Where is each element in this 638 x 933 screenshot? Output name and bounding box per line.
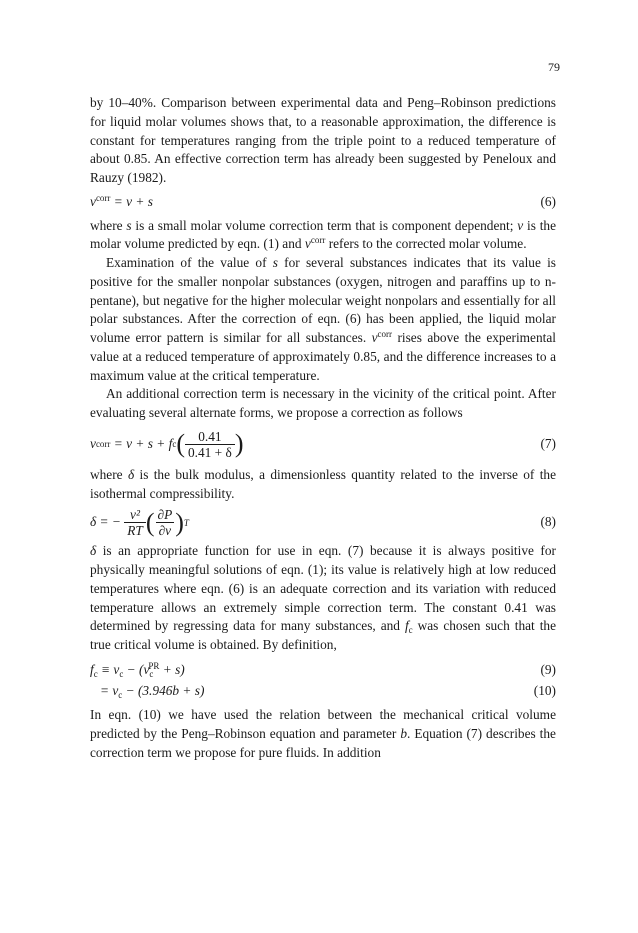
equation-10-number: (10) bbox=[533, 682, 556, 698]
equation-6-body: $v^{corr} = v + s$ bbox=[90, 192, 153, 209]
equation-7-fraction: $\frac{0.41}{0.41 + \delta}$ bbox=[185, 429, 235, 460]
equation-8-body: δ = − $\frac{\text{v²}}{RT}$ ( $\frac{\partial P}{\partial v}$ ) T bbox=[90, 507, 189, 539]
equation-9 bbox=[90, 661, 556, 680]
equation-6 bbox=[90, 193, 556, 212]
equation-9-number: (9) bbox=[540, 661, 556, 677]
equation-8-number: (8) bbox=[540, 514, 556, 530]
equation-8-fraction-1: $\frac{\text{v²}}{RT}$ bbox=[124, 507, 146, 538]
paragraph-1: by 10–40%. Comparison between experimental data and Peng–Robinson predictions for liquid molar volumes shows that, to a reasonable approximation, the difference is constant for temperatures ranging from the triple point to a reduced temperature of about 0.85. An effective correction term has already been suggested by Peneloux and Rauzy (1982). bbox=[90, 95, 556, 185]
paragraph-6: δ is an appropriate function for use in eqn. (7) because it is always positive for physically meaningful solutions of eqn. (1); its value is relatively high at low reduced temperatures where eqn. (6) is an adequate correction and its variation with reduced temperature allows an extremely simple correction term. The constant 0.41 was determined by regressing data for many substances, and $f_c$ was chosen such that the true critical volume is obtained. By definition, bbox=[90, 543, 556, 652]
body-text bbox=[90, 94, 556, 763]
paragraph-7: In eqn. (10) we have used the relation between the mechanical critical volume predicted by the Peng–Robinson equation and parameter b. Equation (7) describes the correction term we propose for pure fluids. In addition bbox=[90, 707, 556, 760]
equation-10-body: = $v_c - (3.946b + s)$ bbox=[100, 682, 205, 700]
paragraph-2: where s is a small molar volume correction term that is component dependent; v is the molar volume predicted by eqn. (1) and $v^{corr}$ refers to the corrected molar volume. bbox=[90, 217, 556, 252]
paragraph-4: An additional correction term is necessary in the vicinity of the critical point. After evaluating several alternate forms, we propose a correction as follows bbox=[90, 386, 556, 420]
equation-8 bbox=[90, 507, 556, 538]
equation-7-body: v corr = v + s + f c ( $\frac{0.41}{0.41 + \delta}$ ) bbox=[90, 428, 244, 460]
page-number: 79 bbox=[548, 60, 560, 74]
equation-6-number: (6) bbox=[540, 193, 556, 209]
equation-7-number: (7) bbox=[540, 435, 556, 451]
equation-7 bbox=[90, 429, 556, 460]
paragraph-3: Examination of the value of s for several substances indicates that its value is positive for the smaller nonpolar substances (oxygen, nitrogen and paraffins up to n-pentane), but negative for the higher molecular weight nonpolars and essentially for all polar substances. After the correction of eqn. (6) has been applied, the liquid molar volume error pattern is similar for all substances. $v^{corr}$ rises above the experimental value at a reduced temperature of approximately 0.85, and the difference increases to a maximum value at the critical temperature. bbox=[90, 255, 556, 383]
paragraph-5: where δ is the bulk modulus, a dimensionless quantity related to the inverse of the isothermal compressibility. bbox=[90, 466, 556, 501]
equation-9-body: $f_c \equiv v_c - (v_c^{PR} + s)$ bbox=[90, 660, 185, 679]
equation-8-fraction-2: $\frac{\partial P}{\partial v}$ bbox=[157, 507, 173, 539]
equation-10 bbox=[90, 682, 556, 701]
